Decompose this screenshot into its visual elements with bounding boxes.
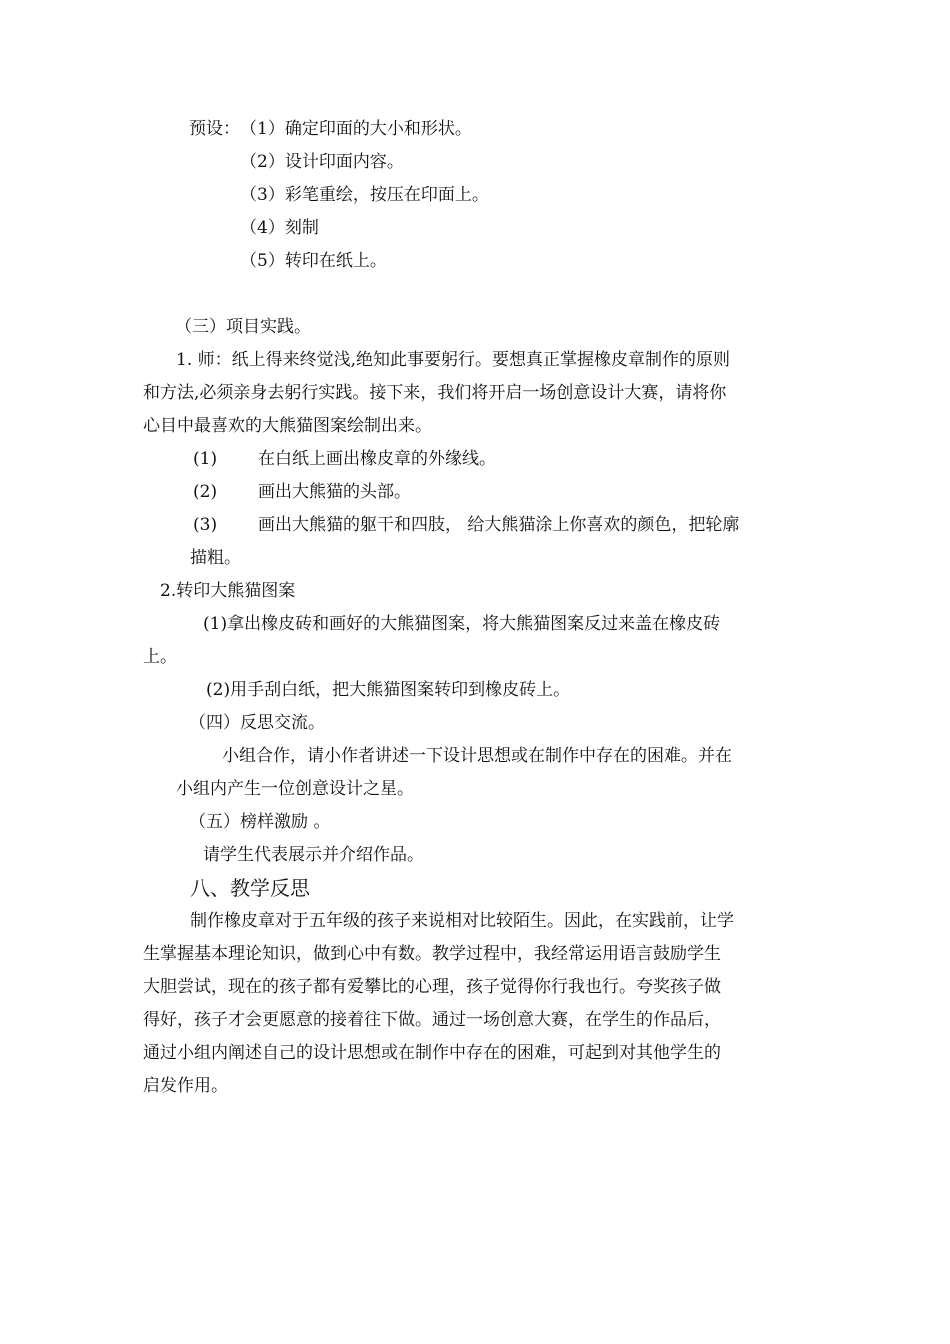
reflection-line-5: 通过小组内阐述自己的设计思想或在制作中存在的困难，可起到对其他学生的: [143, 1043, 721, 1063]
reflection-line-4: 得好，孩子才会更愿意的接着往下做。通过一场创意大赛，在学生的作品后，: [143, 1010, 721, 1030]
section4-line-1: 小组合作，请小作者讲述一下设计思想或在制作中存在的困难。并在: [222, 746, 732, 766]
section3-title: （三）项目实践。: [175, 317, 311, 337]
item1-line-3: 心目中最喜欢的大熊猫图案绘制出来。: [143, 416, 432, 436]
item2-p2: (2)用手刮白纸，把大熊猫图案转印到橡皮砖上。: [206, 680, 571, 700]
preset-step-4: （4）刻制: [240, 218, 319, 238]
reflection-line-1: 制作橡皮章对于五年级的孩子来说相对比较陌生。因此，在实践前，让学: [190, 911, 734, 931]
sub3-number: (3): [193, 515, 218, 535]
preset-step-1: （1）确定印面的大小和形状。: [240, 119, 472, 139]
sub2-text: 画出大熊猫的头部。: [258, 482, 411, 502]
preset-step-3: （3）彩笔重绘，按压在印面上。: [240, 185, 489, 205]
sub3-continuation: 描粗。: [190, 548, 241, 568]
preset-step-2: （2）设计印面内容。: [240, 152, 404, 172]
item2-title: 2.转印大熊猫图案: [160, 581, 296, 601]
sub2-number: (2): [193, 482, 218, 502]
sub1-text: 在白纸上画出橡皮章的外缘线。: [258, 449, 496, 469]
section4-title: （四）反思交流。: [189, 713, 325, 733]
reflection-line-3: 大胆尝试，现在的孩子都有爱攀比的心理，孩子觉得你行我也行。夸奖孩子做: [143, 977, 721, 997]
section5-title: （五）榜样激励 。: [189, 812, 331, 832]
reflection-heading: 八、教学反思: [190, 876, 310, 900]
section4-line-2: 小组内产生一位创意设计之星。: [176, 779, 414, 799]
item2-p1-line-2: 上。: [143, 647, 177, 667]
item1-line-2: 和方法,必须亲身去躬行实践。接下来，我们将开启一场创意设计大赛，请将你: [143, 383, 727, 403]
item1-line-1: 1. 师：纸上得来终觉浅,绝知此事要躬行。要想真正掌握橡皮章制作的原则: [176, 350, 731, 370]
item2-p1-line-1: (1)拿出橡皮砖和画好的大熊猫图案，将大熊猫图案反过来盖在橡皮砖: [203, 614, 721, 634]
sub1-number: (1): [193, 449, 218, 469]
preset-step-5: （5）转印在纸上。: [240, 251, 387, 271]
section5-text: 请学生代表展示并介绍作品。: [203, 845, 424, 865]
reflection-line-6: 启发作用。: [143, 1076, 228, 1096]
preset-label: 预设：: [189, 119, 240, 139]
sub3-text: 画出大熊猫的躯干和四肢， 给大熊猫涂上你喜欢的颜色，把轮廓: [258, 515, 740, 535]
reflection-line-2: 生掌握基本理论知识，做到心中有数。教学过程中，我经常运用语言鼓励学生: [143, 944, 721, 964]
